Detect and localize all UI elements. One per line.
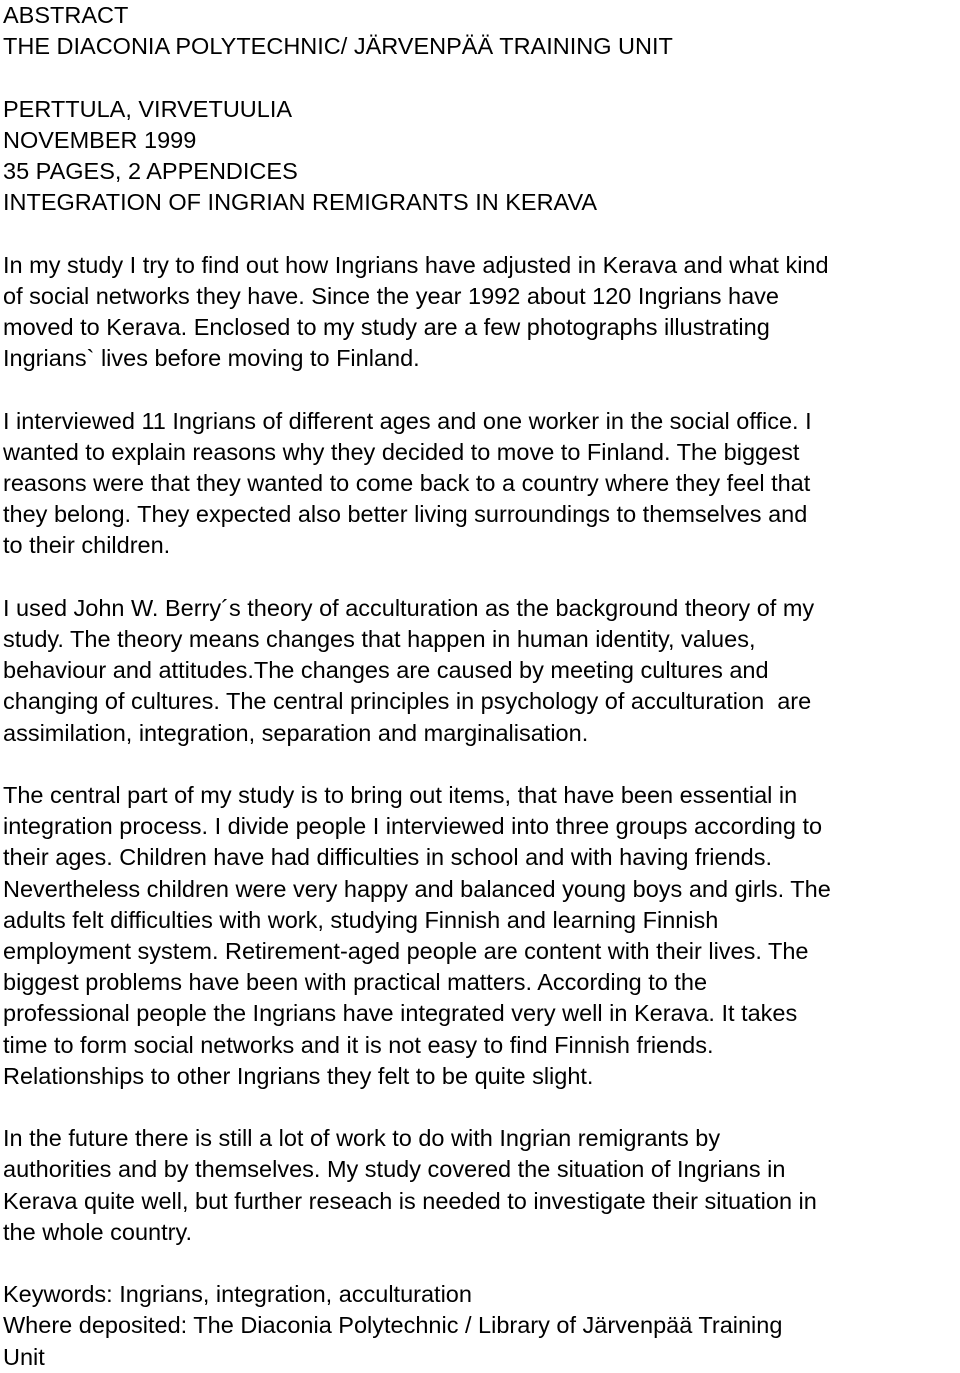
text-line: the whole country. [3, 1218, 192, 1245]
text-line: changing of cultures. The central principles in psychology of acculturation are [3, 688, 812, 715]
abstract-page [3, 0, 958, 1373]
text-line: authorities and by themselves. My study covered the situation of Ingrians in [3, 1156, 786, 1183]
text-line: Relationships to other Ingrians they felt to be quite slight. [3, 1062, 594, 1089]
spacer [3, 562, 958, 593]
spacer [3, 374, 958, 405]
text-line: Ingrians` lives before moving to Finland. [3, 345, 420, 372]
text-line: they belong. They expected also better living surroundings to themselves and [3, 501, 808, 528]
text-line: reasons were that they wanted to come back to a country where they feel that [3, 470, 811, 496]
text-line: In the future there is still a lot of work to do with Ingrian remigrants by [3, 1125, 721, 1152]
publication-date: NOVEMBER 1999 [3, 126, 197, 153]
spacer [3, 62, 958, 93]
text-line: I interviewed 11 Ingrians of different ages and one worker in the social office. I [3, 407, 812, 434]
thesis-title: INTEGRATION OF INGRIAN REMIGRANTS IN KERAVA [3, 189, 598, 216]
text-line: of social networks they have. Since the year 1992 about 120 Ingrians have [3, 282, 779, 309]
paragraph-1 [3, 250, 958, 375]
paragraph-2 [3, 406, 958, 562]
spacer [3, 749, 958, 780]
text-line: their ages. Children have had difficulties in school and with having friends. [3, 844, 772, 871]
spacer [3, 1248, 958, 1279]
abstract-heading: ABSTRACT [3, 2, 129, 28]
deposited-line: Where deposited: The Diaconia Polytechnic / Library of Järvenpää Training [3, 1312, 783, 1339]
text-line: assimilation, integration, separation and marginalisation. [3, 719, 589, 746]
paragraph-3 [3, 593, 958, 749]
institution-name: THE DIACONIA POLYTECHNIC/ JÄRVENPÄÄ TRAINING UNIT [3, 33, 673, 60]
text-line: In my study I try to find out how Ingrians have adjusted in Kerava and what kind [3, 251, 829, 278]
text-line: behaviour and attitudes.The changes are caused by meeting cultures and [3, 657, 769, 684]
text-line: integration process. I divide people I interviewed into three groups according to [3, 813, 823, 840]
text-line: The central part of my study is to bring out items, that have been essential in [3, 782, 798, 808]
spacer [3, 1092, 958, 1123]
paragraph-4 [3, 780, 958, 1092]
footer-block [3, 1279, 958, 1373]
text-line: employment system. Retirement-aged people are content with their lives. The [3, 938, 809, 965]
deposited-line-continued: Unit [3, 1343, 45, 1370]
text-line: wanted to explain reasons why they decided to move to Finland. The biggest [3, 438, 800, 465]
meta-block [3, 94, 958, 219]
spacer [3, 218, 958, 249]
paragraph-5 [3, 1123, 958, 1248]
text-line: biggest problems have been with practical matters. According to the [3, 969, 708, 996]
text-line: time to form social networks and it is not easy to find Finnish friends. [3, 1031, 714, 1058]
keywords-line: Keywords: Ingrians, integration, acculturation [3, 1281, 472, 1308]
text-line: professional people the Ingrians have integrated very well in Kerava. It takes [3, 1000, 798, 1027]
header-block [3, 0, 958, 62]
text-line: Kerava quite well, but further reseach is needed to investigate their situation in [3, 1187, 817, 1214]
text-line: I used John W. Berry´s theory of acculturation as the background theory of my [3, 594, 815, 621]
text-line: Nevertheless children were very happy and balanced young boys and girls. The [3, 875, 831, 902]
text-line: adults felt difficulties with work, studying Finnish and learning Finnish [3, 906, 719, 933]
author-name: PERTTULA, VIRVETUULIA [3, 95, 293, 122]
text-line: study. The theory means changes that happen in human identity, values, [3, 626, 756, 652]
text-line: moved to Kerava. Enclosed to my study are a few photographs illustrating [3, 314, 770, 340]
page-count: 35 PAGES, 2 APPENDICES [3, 158, 298, 184]
text-line: to their children. [3, 532, 171, 559]
